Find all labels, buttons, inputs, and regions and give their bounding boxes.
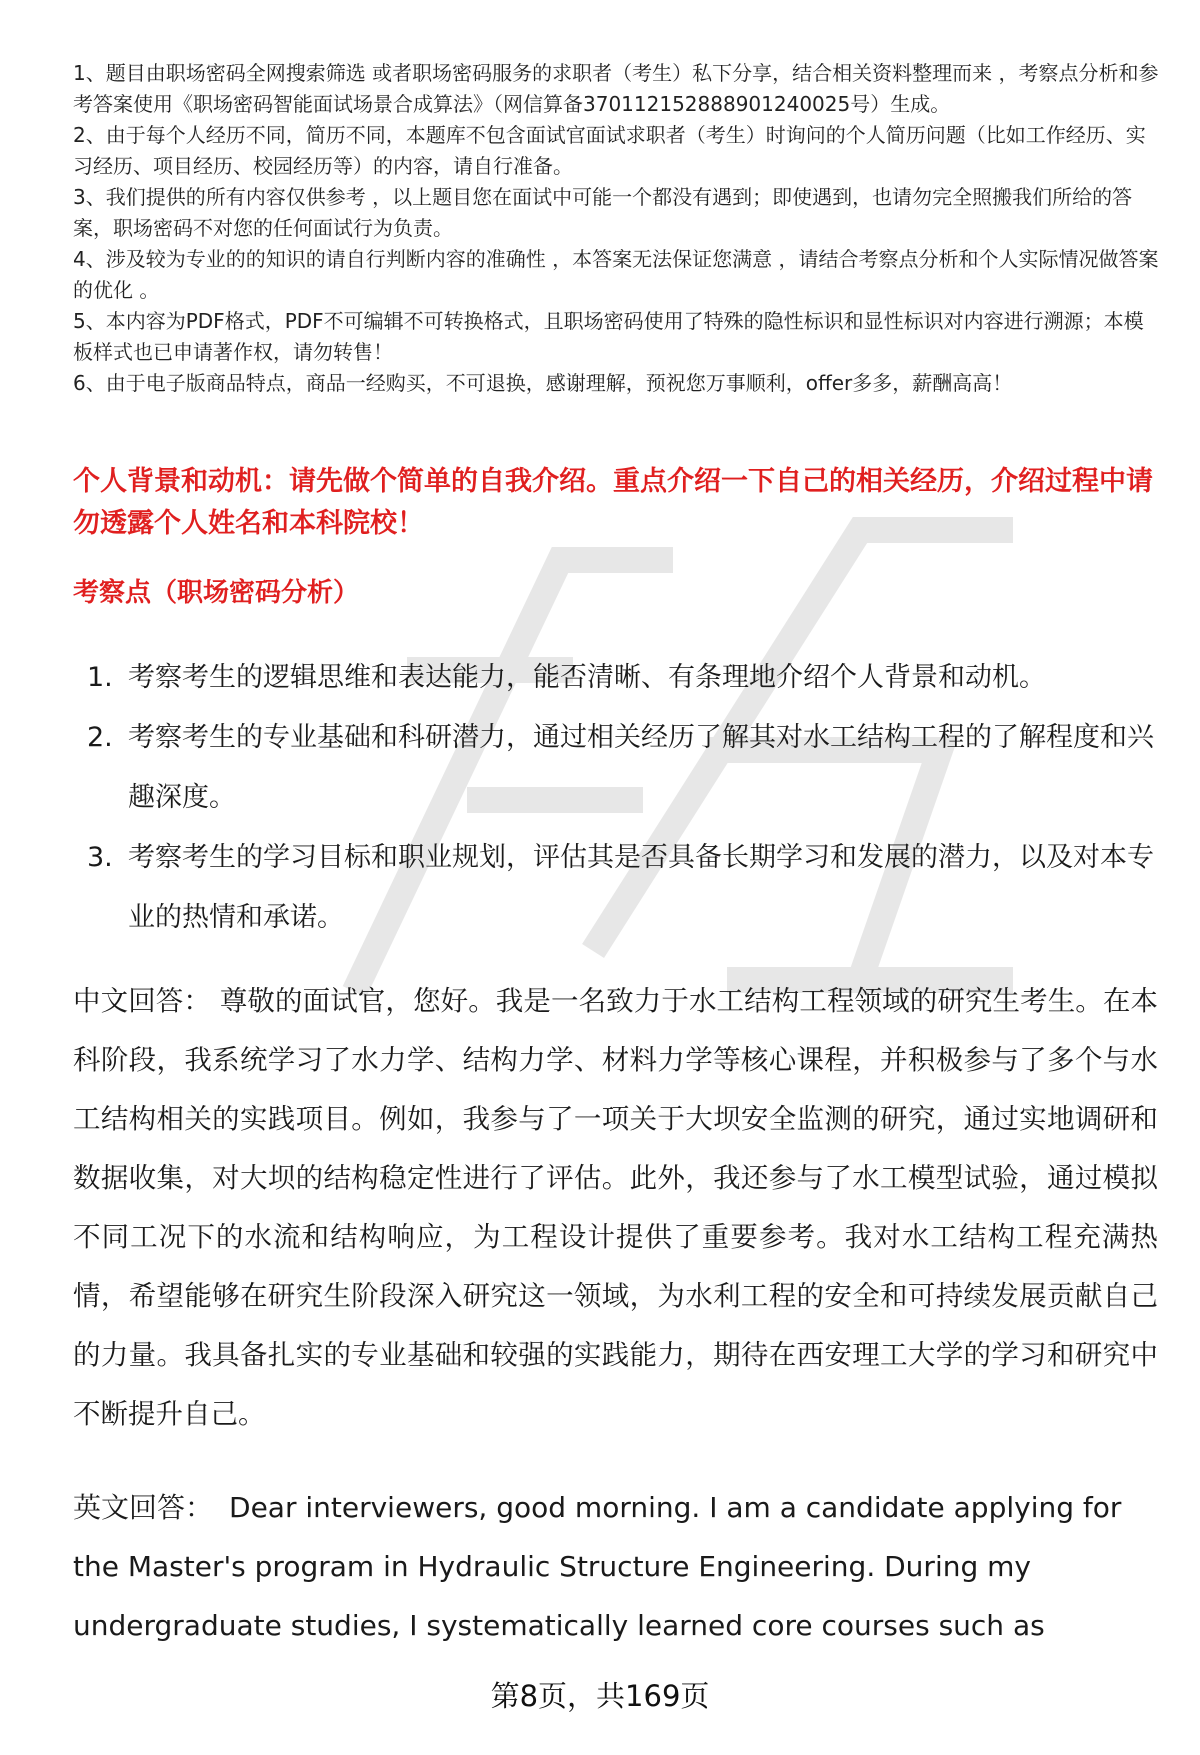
note-item: 6、由于电子版商品特点，商品一经购买，不可退换，感谢理解，预祝您万事顺利，offer多多，薪酬高高！ — [73, 371, 1013, 395]
section-title: 考察点（职场密码分析） — [73, 578, 360, 608]
note-item: 1、题目由职场密码全网搜索筛选 或者职场密码服务的求职者（考生）私下分享，结合相关资料整理而来 ，考察点分析和参考答案使用《职场密码智能面试场景合成算法》（网信算备370112152888901240025号）生成。 — [73, 61, 1159, 116]
chinese-answer-text: 尊敬的面试官，您好。我是一名致力于水工结构工程领域的研究生考生。在本科阶段，我系统学习了水力学、结构力学、材料力学等核心课程，并积极参与了多个与水工结构相关的实践项目。例如，我参与了一项关于大坝安全监测的研究，通过实地调研和数据收集，对大坝的结构稳定性进行了评估。此外，我还参与了水工模型试验，通过模拟不同工况下的水流和结构响应，为工程设计提供了重要参考。我对水工结构工程充满热情，希望能够在研究生阶段深入研究这一领域，为水利工程的安全和可持续发展贡献自己的力量。我具备扎实的专业基础和较强的实践能力，期待在西安理工大学的学习和研究中不断提升自己。 — [73, 985, 1158, 1430]
chinese-answer — [73, 972, 1158, 1444]
note-item: 4、涉及较为专业的的知识的请自行判断内容的准确性 ，本答案无法保证您满意 ，请结合考察点分析和个人实际情况做答案的优化 。 — [73, 247, 1159, 302]
point-text: 考察考生的逻辑思维和表达能力，能否清晰、有条理地介绍个人背景和动机。 — [128, 662, 1046, 693]
assessment-point — [73, 708, 1163, 828]
notes-list — [73, 58, 1163, 399]
point-number: 3. — [87, 842, 113, 873]
english-answer-text: Dear interviewers, good morning. I am a candidate applying for the Master's program in Hydraulic Structure Engineering. During my undergraduate studies, I systematically learned core courses such as — [73, 1491, 1122, 1642]
note-item: 5、本内容为PDF格式，PDF不可编辑不可转换格式，且职场密码使用了特殊的隐性标识和显性标识对内容进行溯源；本模板样式也已申请著作权，请勿转售！ — [73, 309, 1144, 364]
point-number: 2. — [87, 722, 113, 753]
english-answer — [73, 1478, 1158, 1658]
note-item: 3、我们提供的所有内容仅供参考 ，以上题目您在面试中可能一个都没有遇到；即使遇到，也请勿完全照搬我们所给的答案，职场密码不对您的任何面试行为负责。 — [73, 185, 1133, 240]
point-text: 考察考生的专业基础和科研潜力，通过相关经历了解其对水工结构工程的了解程度和兴趣深度。 — [128, 722, 1154, 813]
assessment-points-list — [73, 648, 1163, 948]
english-answer-label: 英文回答： — [73, 1491, 214, 1524]
note-item: 2、由于每个人经历不同，简历不同，本题库不包含面试官面试求职者（考生）时询问的个人简历问题（比如工作经历、实习经历、项目经历、校园经历等）的内容，请自行准备。 — [73, 123, 1146, 178]
assessment-point — [73, 828, 1163, 948]
assessment-point — [73, 648, 1163, 708]
chinese-answer-label: 中文回答： — [73, 985, 211, 1017]
interview-question: 个人背景和动机：请先做个简单的自我介绍。重点介绍一下自己的相关经历，介绍过程中请勿透露个人姓名和本科院校！ — [73, 466, 1153, 539]
point-number: 1. — [87, 662, 113, 693]
page-number-footer: 第8页，共169页 — [490, 1679, 710, 1713]
point-text: 考察考生的学习目标和职业规划，评估其是否具备长期学习和发展的潜力，以及对本专业的热情和承诺。 — [128, 842, 1154, 933]
